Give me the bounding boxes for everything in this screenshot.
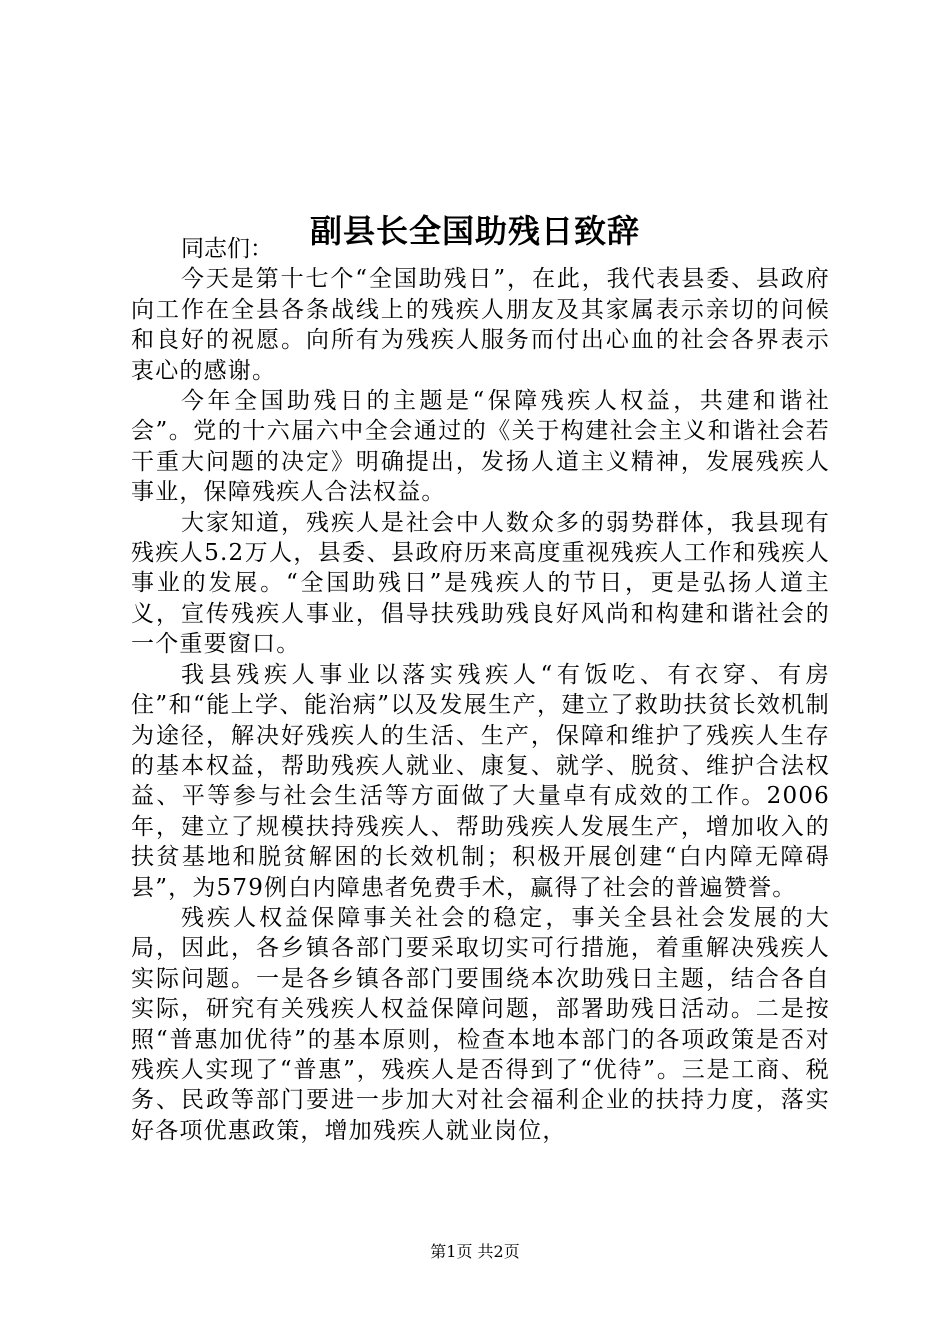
- paragraph: 大家知道，残疾人是社会中人数众多的弱势群体，我县现有残疾人5.2万人，县委、县政府历来高度重视残疾人工作和残疾人事业的发展。“全国助残日”是残疾人的节日，更是弘扬人道主义，宣传残疾人事业，倡导扶残助残良好风尚和构建和谐社会的一个重要窗口。: [131, 509, 830, 658]
- paragraph: 残疾人权益保障事关社会的稳定，事关全县社会发展的大局，因此，各乡镇各部门要采取切实可行措施，着重解决残疾人实际问题。一是各乡镇各部门要围绕本次助残日主题，结合各自实际，研究有关残疾人权益保障问题，部署助残日活动。二是按照“普惠加优待”的基本原则，检查本地本部门的各项政策是否对残疾人实现了“普惠”，残疾人是否得到了“优待”。三是工商、税务、民政等部门要进一步加大对社会福利企业的扶持力度，落实好各项优惠政策，增加残疾人就业岗位，: [131, 904, 830, 1144]
- document-title: 副县长全国助残日致辞: [309, 212, 640, 251]
- page-number-footer: 第1页 共2页: [430, 1242, 520, 1261]
- document-body: [131, 234, 830, 1146]
- paragraph: 今天是第十七个“全国助残日”，在此，我代表县委、县政府向工作在全县各条战线上的残疾人朋友及其家属表示亲切的问候和良好的祝愿。向所有为残疾人服务而付出心血的社会各界表示衷心的感谢。: [131, 266, 830, 384]
- paragraph: 今年全国助残日的主题是“保障残疾人权益，共建和谐社会”。党的十六届六中全会通过的《关于构建社会主义和谐社会若干重大问题的决定》明确提出，发扬人道主义精神，发展残疾人事业，保障残疾人合法权益。: [131, 388, 830, 506]
- salutation: 同志们：: [181, 236, 273, 262]
- paragraph: 我县残疾人事业以落实残疾人“有饭吃、有衣穿、有房住”和“能上学、能治病”以及发展生产，建立了救助扶贫长效机制为途径，解决好残疾人的生活、生产，保障和维护了残疾人生存的基本权益，帮助残疾人就业、康复、就学、脱贫、维护合法权益、平等参与社会生活等方面做了大量卓有成效的工作。2006年，建立了规模扶持残疾人、帮助残疾人发展生产，增加收入的扶贫基地和脱贫解困的长效机制；积极开展创建“白内障无障碍县”，为579例白内障患者免费手术，赢得了社会的普遍赞誉。: [131, 661, 830, 901]
